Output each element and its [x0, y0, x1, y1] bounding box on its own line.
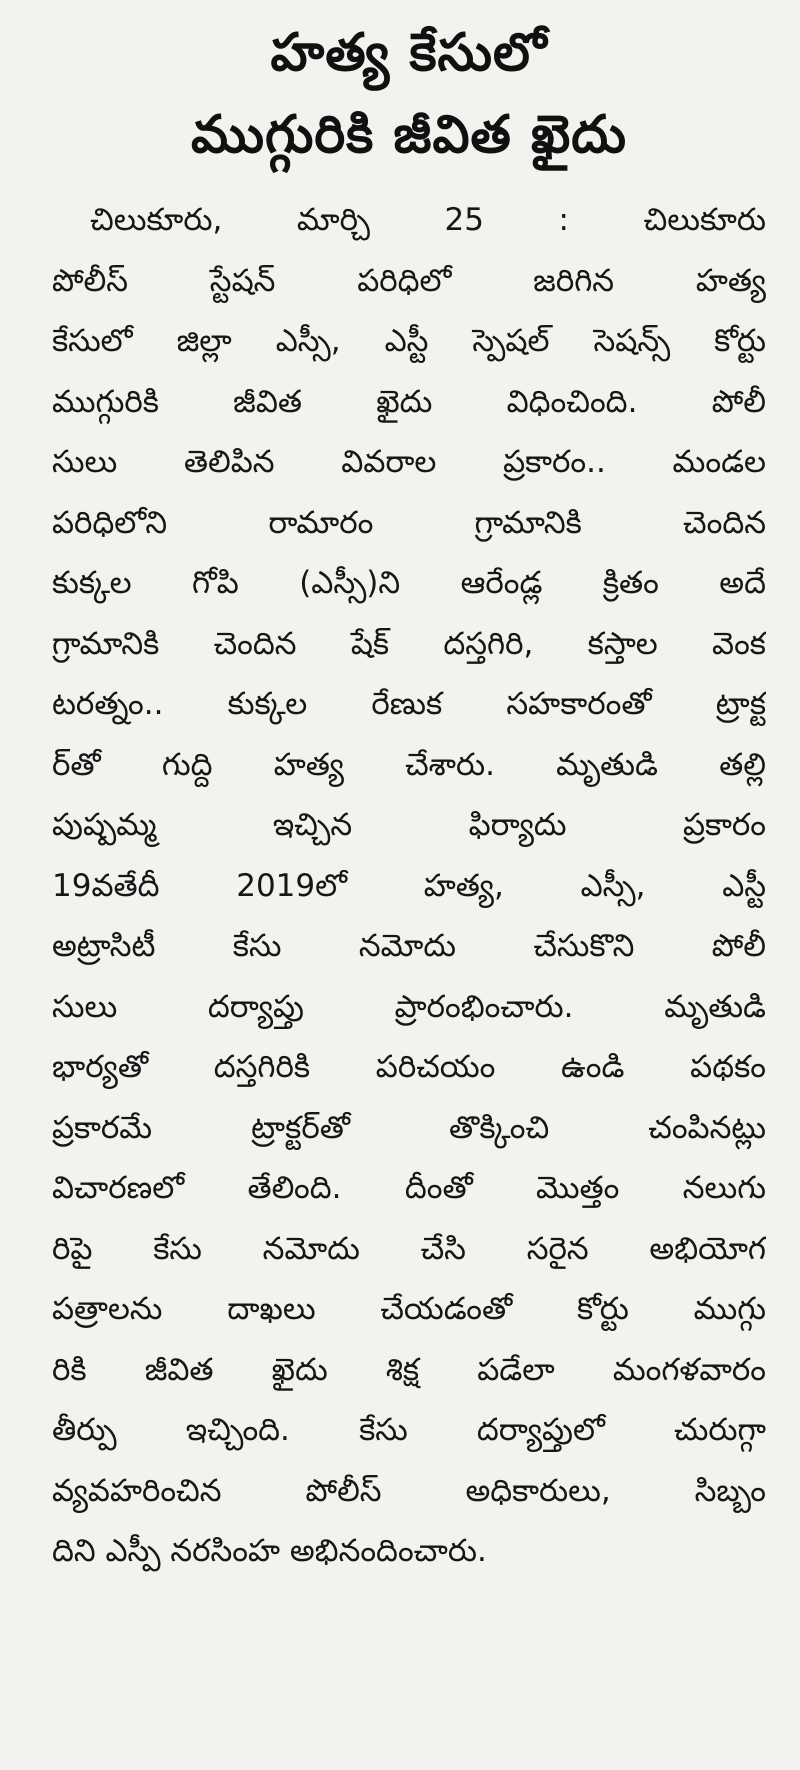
article-line-8: గ్రామానికి చెందిన షేక్ దస్తగిరి, కస్తాల వెంక	[52, 625, 766, 662]
article-line-16: ప్రకారమే ట్రాక్టర్‌తో తొక్కించి చంపినట్లు	[52, 1109, 766, 1146]
article-line-23: దిని ఎస్పీ నరసింహ అభినందించారు.	[52, 1533, 487, 1569]
article-line-14: సులు దర్యాప్తు ప్రారంభించారు. మృతుడి	[52, 988, 766, 1025]
article-line-4: ముగ్గురికి జీవిత ఖైదు విధించింది. పోలీ	[52, 383, 766, 420]
article-line-7: కుక్కల గోపి (ఎస్సీ)ని ఆరేండ్ల క్రితం అదే	[52, 565, 766, 601]
article-line-2: పోలీస్ స్టేషన్ పరిధిలో జరిగిన హత్య	[52, 262, 766, 299]
headline-line-1: హత్య కేసులో	[270, 23, 548, 83]
article-line-10: ర్‌తో గుద్ది హత్య చేశారు. మృతుడి తల్లి	[52, 746, 766, 783]
article-line-17: విచారణలో తేలింది. దీంతో మొత్తం నలుగు	[52, 1170, 766, 1206]
article-line-5: సులు తెలిపిన వివరాల ప్రకారం.. మండల	[52, 444, 766, 480]
article-line-21: తీర్పు ఇచ్చింది. కేసు దర్యాప్తులో చురుగ్గా	[52, 1412, 766, 1448]
article-line-15: భార్యతో దస్తగిరికి పరిచయం ఉండి పథకం	[52, 1049, 766, 1085]
article-line-20: రికి జీవిత ఖైదు శిక్ష పడేలా మంగళవారం	[52, 1351, 766, 1388]
article-line-1: చిలుకూరు, మార్చి 25 : చిలుకూరు	[90, 202, 766, 238]
article-body	[52, 190, 766, 1582]
article-line-19: పత్రాలను దాఖలు చేయడంతో కోర్టు ముగ్గు	[52, 1291, 766, 1327]
article-line-13: అట్రాసిటీ కేసు నమోదు చేసుకొని పోలీ	[52, 928, 766, 964]
headline	[52, 12, 766, 176]
article-line-3: కేసులో జిల్లా ఎస్సీ, ఎస్టీ స్పెషల్ సెషన్స్ కోర్టు	[52, 323, 766, 359]
headline-line-2: ముగ్గురికి జీవిత ఖైదు	[191, 105, 627, 165]
article-line-6: పరిధిలోని రామారం గ్రామానికి చెందిన	[52, 504, 766, 541]
article-line-11: పుష్పమ్మ ఇచ్చిన ఫిర్యాదు ప్రకారం	[52, 807, 766, 843]
article-line-18: రిపై కేసు నమోదు చేసి సరైన అభియోగ	[52, 1230, 766, 1267]
article-line-9: టరత్నం.. కుక్కల రేణుక సహకారంతో ట్రాక్ట	[52, 686, 766, 722]
article-line-12: 19వతేదీ 2019లో హత్య, ఎస్సీ, ఎస్టీ	[52, 867, 766, 904]
article-line-22: వ్యవహరించిన పోలీస్ అధికారులు, సిబ్బం	[52, 1472, 766, 1509]
